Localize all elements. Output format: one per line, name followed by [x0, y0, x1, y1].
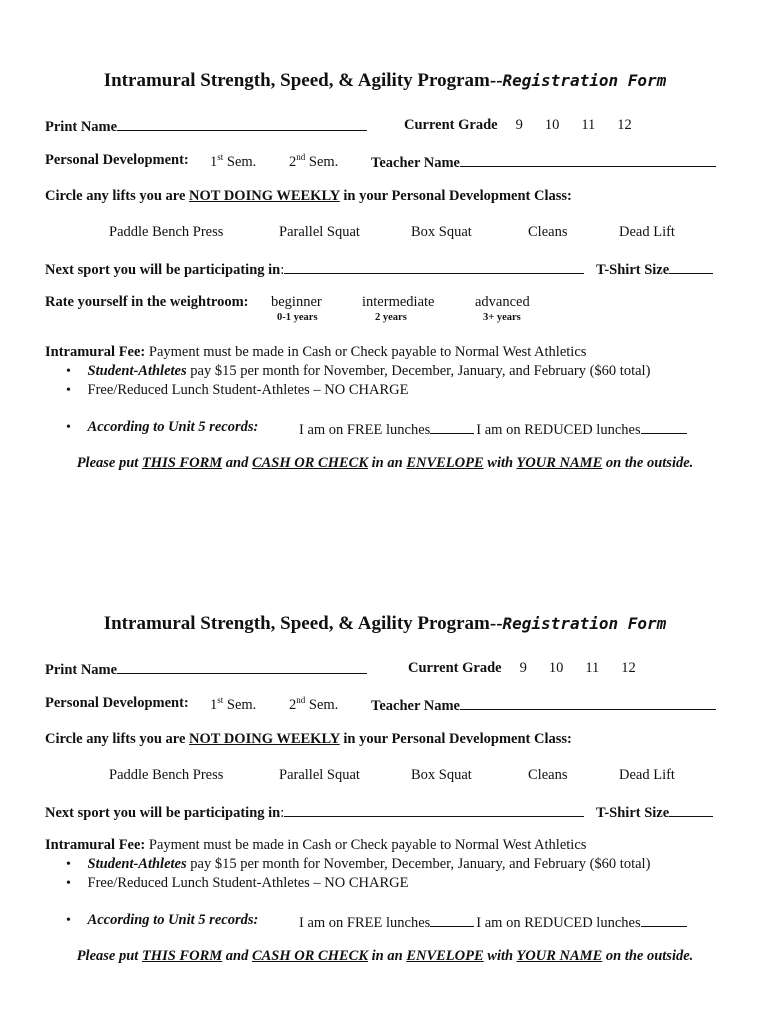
lift-option-paddle-bench-press[interactable]: Paddle Bench Press: [109, 767, 224, 783]
print-name-field[interactable]: Print Name: [45, 659, 367, 679]
fee-line: Intramural Fee: Payment must be made in Cash or Check payable to Normal West Athletics: [45, 344, 587, 360]
student-athletes-line: • Student-Athletes pay $15 per month for November, December, January, and February ($60 total): [66, 363, 651, 379]
personal-development-label: Personal Development:: [45, 695, 189, 711]
level-beginner[interactable]: beginner: [271, 294, 322, 310]
envelope-instruction: Please put THIS FORM and CASH OR CHECK in an ENVELOPE with YOUR NAME on the outside.: [76, 948, 694, 964]
free-reduced-line: • Free/Reduced Lunch Student-Athletes – NO CHARGE: [66, 382, 409, 398]
teacher-name-line[interactable]: [460, 152, 716, 167]
lift-option-paddle-bench-press[interactable]: Paddle Bench Press: [109, 224, 224, 240]
level-beginner-years: 0-1 years: [277, 312, 318, 323]
tshirt-size-line[interactable]: [669, 802, 713, 817]
personal-development-label: Personal Development:: [45, 152, 189, 168]
unit5-records-line: • According to Unit 5 records:: [66, 912, 259, 928]
grade-12[interactable]: 12: [617, 117, 632, 133]
tshirt-size-field[interactable]: T-Shirt Size: [596, 802, 713, 822]
lift-option-cleans[interactable]: Cleans: [528, 767, 568, 783]
next-sport-line[interactable]: [284, 259, 584, 274]
lift-option-dead-lift[interactable]: Dead Lift: [619, 767, 675, 783]
lift-option-box-squat[interactable]: Box Squat: [411, 767, 472, 783]
print-name-field[interactable]: Print Name: [45, 116, 367, 136]
registration-form-bottom: [0, 543, 770, 1023]
grade-9[interactable]: 9: [515, 117, 523, 133]
unit5-records-line: • According to Unit 5 records:: [66, 419, 259, 435]
print-name-line[interactable]: [117, 659, 367, 674]
form-title: Intramural Strength, Speed, & Agility Program--Registration Form: [103, 70, 667, 91]
grade-10[interactable]: 10: [544, 117, 560, 133]
free-lunch-field[interactable]: I am on FREE lunches I am on REDUCED lunches: [299, 419, 687, 439]
next-sport-line[interactable]: [284, 802, 584, 817]
teacher-name-field[interactable]: Teacher Name: [371, 695, 716, 715]
registration-form-top: [0, 0, 770, 480]
lift-option-dead-lift[interactable]: Dead Lift: [619, 224, 675, 240]
print-name-line[interactable]: [117, 116, 367, 131]
lift-option-cleans[interactable]: Cleans: [528, 224, 568, 240]
teacher-name-line[interactable]: [460, 695, 716, 710]
level-intermediate[interactable]: intermediate: [362, 294, 435, 310]
level-advanced-years: 3+ years: [483, 312, 521, 323]
grade-9[interactable]: 9: [519, 660, 527, 676]
next-sport-field[interactable]: Next sport you will be participating in:: [45, 802, 584, 822]
semester-1-option[interactable]: 1st Sem.: [210, 152, 257, 170]
semester-2-option[interactable]: 2nd Sem.: [289, 695, 339, 713]
level-intermediate-years: 2 years: [375, 312, 407, 323]
semester-1-option[interactable]: 1st Sem.: [210, 695, 257, 713]
grade-11[interactable]: 11: [581, 117, 596, 133]
circle-lifts-instruction: Circle any lifts you are NOT DOING WEEKLY in your Personal Development Class:: [45, 188, 572, 204]
form-title: Intramural Strength, Speed, & Agility Program--Registration Form: [103, 613, 667, 634]
free-lunch-line[interactable]: [430, 912, 474, 927]
circle-lifts-instruction: Circle any lifts you are NOT DOING WEEKLY in your Personal Development Class:: [45, 731, 572, 747]
student-athletes-line: • Student-Athletes pay $15 per month for November, December, January, and February ($60 total): [66, 856, 651, 872]
current-grade: Current Grade 9 10 11 12: [408, 660, 636, 676]
free-lunch-line[interactable]: [430, 419, 474, 434]
rate-yourself-label: Rate yourself in the weightroom:: [45, 294, 249, 310]
tshirt-size-field[interactable]: T-Shirt Size: [596, 259, 713, 279]
next-sport-field[interactable]: Next sport you will be participating in:: [45, 259, 584, 279]
level-advanced[interactable]: advanced: [475, 294, 530, 310]
reduced-lunch-line[interactable]: [641, 419, 687, 434]
teacher-name-field[interactable]: Teacher Name: [371, 152, 716, 172]
envelope-instruction: Please put THIS FORM and CASH OR CHECK in an ENVELOPE with YOUR NAME on the outside.: [76, 455, 694, 471]
semester-2-option[interactable]: 2nd Sem.: [289, 152, 339, 170]
grade-10[interactable]: 10: [548, 660, 564, 676]
lift-option-box-squat[interactable]: Box Squat: [411, 224, 472, 240]
tshirt-size-line[interactable]: [669, 259, 713, 274]
fee-line: Intramural Fee: Payment must be made in Cash or Check payable to Normal West Athletics: [45, 837, 587, 853]
lift-option-parallel-squat[interactable]: Parallel Squat: [279, 767, 360, 783]
grade-11[interactable]: 11: [585, 660, 600, 676]
free-lunch-field[interactable]: I am on FREE lunches I am on REDUCED lunches: [299, 912, 687, 932]
reduced-lunch-line[interactable]: [641, 912, 687, 927]
current-grade: Current Grade 9 10 11 12: [404, 117, 632, 133]
lift-option-parallel-squat[interactable]: Parallel Squat: [279, 224, 360, 240]
grade-12[interactable]: 12: [621, 660, 636, 676]
free-reduced-line: • Free/Reduced Lunch Student-Athletes – NO CHARGE: [66, 875, 409, 891]
